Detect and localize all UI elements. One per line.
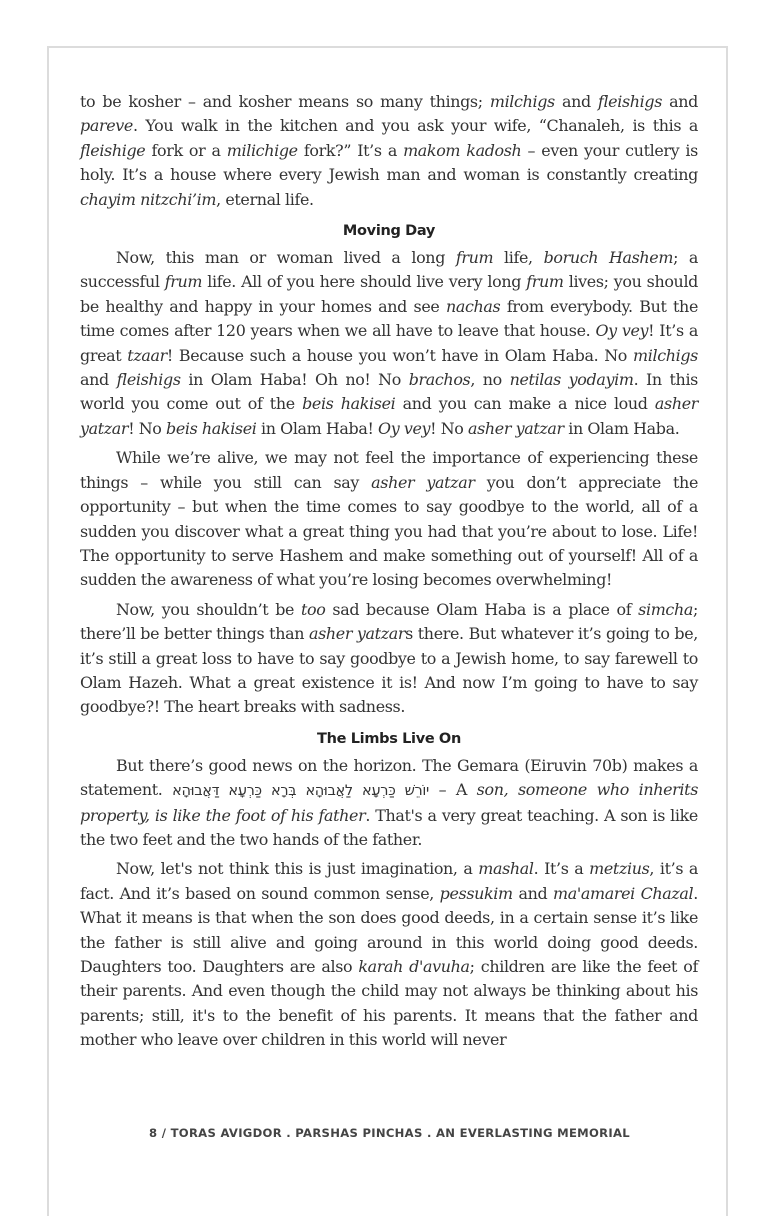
paragraph: Now, let's not think this is just imagination, a mashal. It’s a metzius, it’s a fact. And it’s based on sound common sense, pessukim and ma'amarei Chazal. What it means is that when the son does good deeds, in a certain sense it’s like the father is still alive and going around in this world doing good deeds. Daughters too. Daughters are also karah d'avuha; children are like the feet of their parents. And even though the child may not always be thinking about his parents; still, it's to the benefit of his parents. It means that the father and mother who leave over children in this world will never (80, 859, 698, 1050)
hebrew-quote: יוֹרֵשׁ כַּרְעָא לַאֲבוּהָא בְּרָא כַּרְעָא דַּאֲבוּהָא (172, 783, 429, 800)
italic-term: frum (526, 272, 564, 292)
italic-term: boruch Hashem (543, 248, 674, 268)
italic-term: pessukim (439, 883, 513, 903)
book-page (47, 46, 728, 1216)
italic-term: ma'amarei Chazal (553, 883, 694, 903)
italic-term: milchigs (489, 92, 555, 111)
italic-term: karah d'avuha (358, 957, 470, 976)
section-heading: Moving Day (342, 223, 436, 240)
paragraph: Now, you shouldn’t be too sad because Olam Haba is a place of simcha; there’ll be better things than asher yatzars there. But whatever it’s going to be, it’s still a great loss to have to say goodbye to a Jewish home, to say farewell to Olam Hazeh. What a great existence it is! And now I’m going to have to say goodbye?! The heart breaks with sadness. (80, 599, 698, 717)
italic-term: netilas yodayim (509, 370, 634, 390)
italic-term: asher yatzar (80, 394, 699, 438)
italic-term: asher yatzar (467, 418, 564, 438)
italic-term: fleishige (80, 140, 146, 160)
italic-term: fleishigs (116, 370, 181, 390)
italic-term: nachas (445, 296, 501, 316)
italic-term: frum (455, 248, 494, 268)
italic-term: simcha (638, 599, 693, 619)
italic-term: milchigs (633, 345, 698, 365)
italic-term: brachos (408, 370, 471, 390)
italic-term: pareve (80, 116, 133, 136)
page-body (80, 90, 698, 1053)
italic-term: chayim nitzchi’im (80, 189, 217, 209)
paragraph: But there’s good news on the horizon. The Gemara (Eiruvin 70b) makes a statement. יוֹרֵשׁ כַּרְעָא לַאֲבוּהָא בְּרָא כַּרְעָא דַּאֲבוּהָא – A son, someone who inherits property, is like the foot of his father. That's a very great teaching. A son is like the two feet and the two hands of the father. (80, 755, 699, 849)
italic-term: tzaar (127, 345, 167, 365)
italic-term: Oy vey (595, 321, 649, 341)
italic-term: mashal (478, 859, 534, 879)
italic-term: Oy vey (378, 418, 431, 438)
italic-term: fleishigs (597, 92, 663, 111)
paragraph: While we’re alive, we may not feel the importance of experiencing these things – while you still can say asher yatzar you don’t appreciate the opportunity – but when the time comes to say goodbye to the world, all of a sudden you discover what a great thing you had that you’re about to lose. Life! The opportunity to serve Hashem and make something out of yourself! All of a sudden the awareness of what you’re losing becomes overwhelming! (80, 448, 698, 590)
section-heading: The Limbs Live On (317, 730, 461, 747)
italic-term: son, someone who inherits property, is like the foot of his father (80, 780, 699, 825)
paragraph: Now, this man or woman lived a long frum life, boruch Hashem; a successful frum life. All of you here should live very long frum lives; you should be healthy and happy in your homes and see nachas from everybody. But the time comes after 120 years when we all have to leave that house. Oy vey! It’s a great tzaar! Because such a house you won’t have in Olam Haba. No milchigs and fleishigs in Olam Haba! Oh no! No brachos, no netilas yodayim. In this world you come out of the beis hakisei and you can make a nice loud asher yatzar! No beis hakisei in Olam Haba! Oy vey! No asher yatzar in Olam Haba. (80, 248, 699, 438)
italic-term: beis hakisei (302, 394, 396, 414)
italic-term: too (301, 599, 326, 619)
paragraph: to be kosher – and kosher means so many things; milchigs and fleishigs and pareve. You walk in the kitchen and you ask your wife, “Chanaleh, is this a fleishige fork or a milichige fork?” It’s a makom kadosh – even your cutlery is holy. It’s a house where every Jewish man and woman is constantly creating chayim nitzchi’im, eternal life. (80, 92, 698, 209)
italic-term: frum (164, 272, 203, 292)
italic-term: asher yatzar (308, 624, 406, 644)
italic-term: milichige (226, 140, 298, 160)
page-footer: 8 / TORAS AVIGDOR . PARSHAS PINCHAS . AN EVERLASTING MEMORIAL (149, 1126, 630, 1140)
italic-term: metzius (589, 859, 650, 879)
italic-term: beis hakisei (166, 418, 257, 438)
italic-term: asher yatzar (371, 472, 475, 492)
italic-term: makom kadosh (403, 140, 522, 160)
